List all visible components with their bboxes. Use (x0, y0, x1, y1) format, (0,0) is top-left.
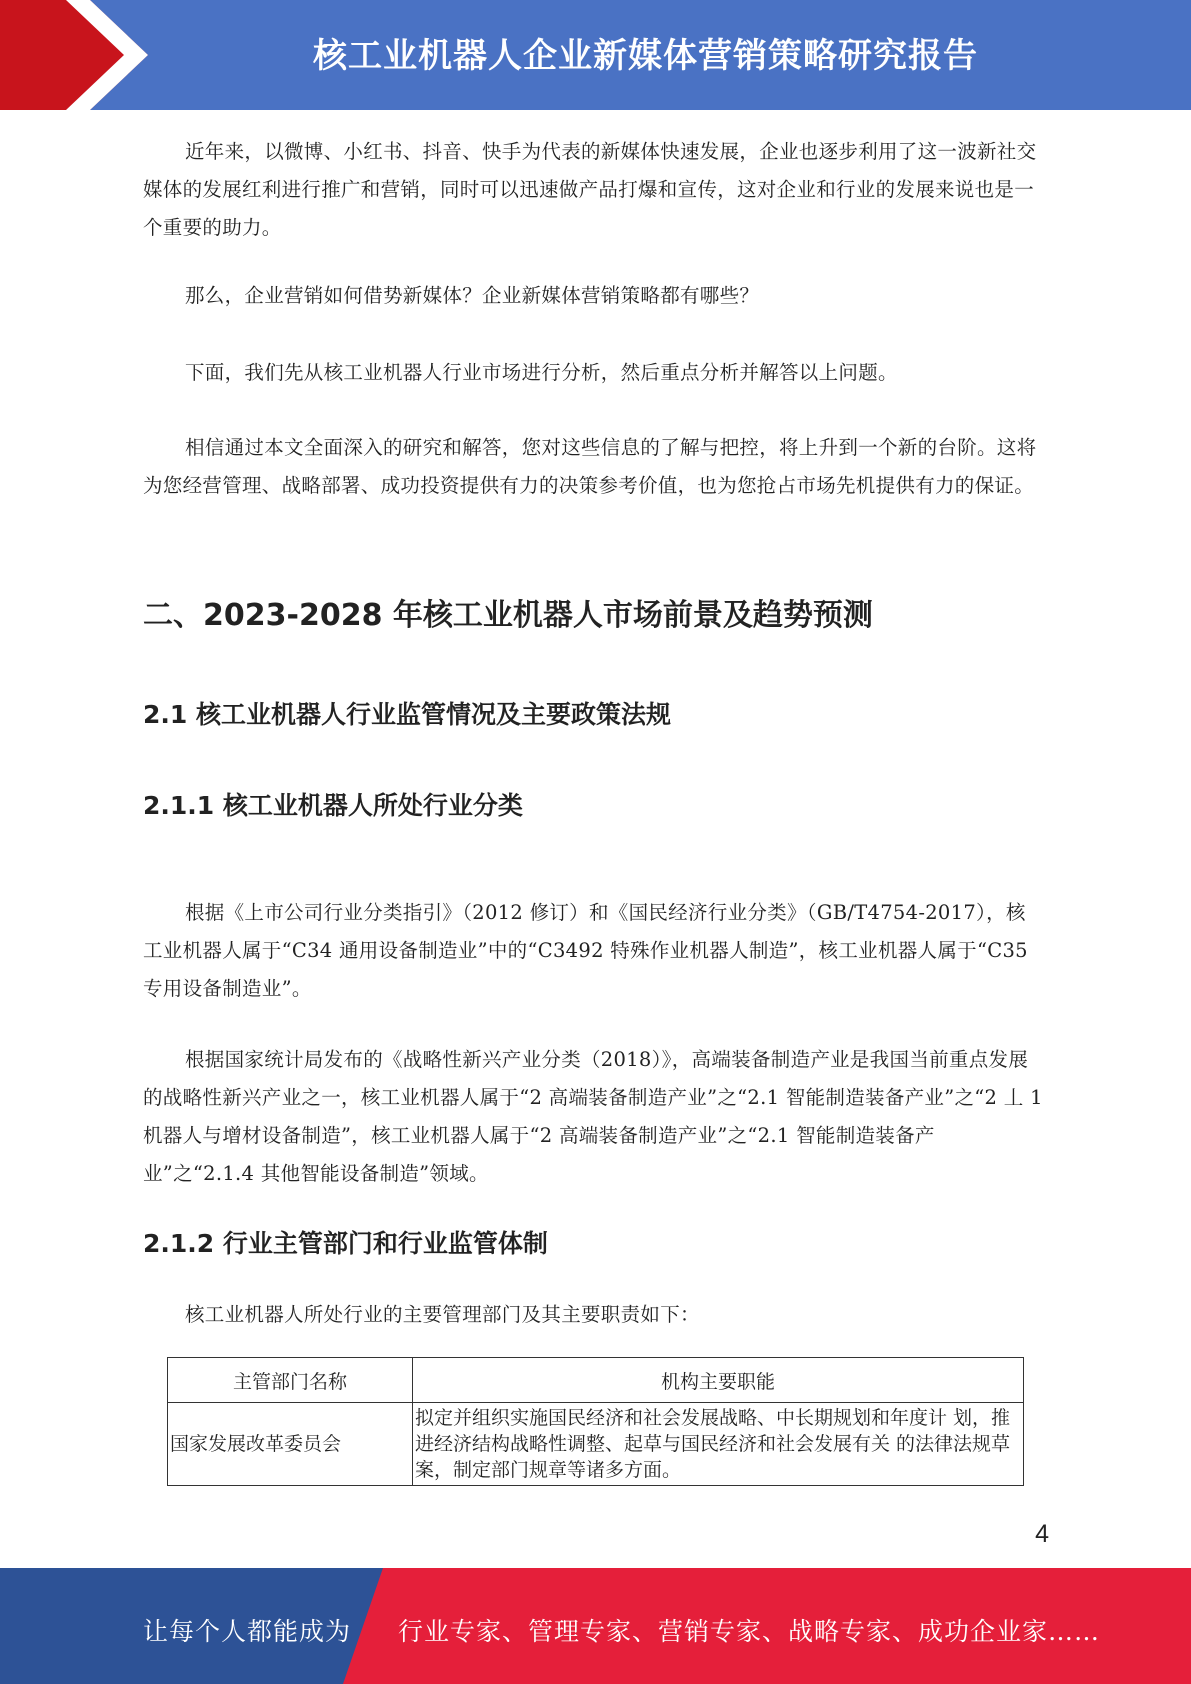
intro-paragraph-4: 相信通过本文全面深入的研究和解答，您对这些信息的了解与把控，将上升到一个新的台阶。这将为您经营管理、战略部署、成功投资提供有力的决策参考价值，也为您抢占市场先机提供有力的保证。 (143, 436, 1037, 497)
table-row (168, 1403, 1024, 1486)
intro-paragraph-2: 那么，企业营销如何借势新媒体？企业新媒体营销策略都有哪些？ (185, 284, 760, 307)
table-cell: 拟定并组织实施国民经济和社会发展战略、中长期规划和年度计 划，推进经济结构战略性调整、起草与国民经济和社会发展有关 的法律法规草案，制定部门规章等诸多方面。 (413, 1403, 1024, 1486)
subsubsection-heading-2-1-2: 2.1.2 行业主管部门和行业监管体制 (143, 1229, 548, 1258)
intro-paragraph-1: 近年来，以微博、小红书、抖音、快手为代表的新媒体快速发展，企业也逐步利用了这一波新社交媒体的发展红利进行推广和营销，同时可以迅速做产品打爆和宣传，这对企业和行业的发展来说也是一个重要的助力。 (143, 140, 1037, 239)
report-title: 核工业机器人企业新媒体营销策略研究报告 (313, 36, 978, 76)
table-header-cell: 机构主要职能 (413, 1358, 1024, 1403)
table-header-cell: 主管部门名称 (168, 1358, 413, 1403)
department-table (167, 1357, 1024, 1486)
footer-slogan-left: 让每个人都能成为 (143, 1617, 352, 1646)
table-intro-paragraph: 核工业机器人所处行业的主要管理部门及其主要职责如下： (185, 1303, 700, 1326)
page-number: 4 (1035, 1520, 1049, 1548)
page-header (0, 0, 1191, 110)
subsection-heading-2-1: 2.1 核工业机器人行业监管情况及主要政策法规 (143, 700, 671, 729)
section-heading: 二、2023-2028 年核工业机器人市场前景及趋势预测 (143, 598, 873, 633)
classification-paragraph-1: 根据《上市公司行业分类指引》（2012 修订）和《国民经济行业分类》（GB/T4754-2017），核工业机器人属于“C34 通用设备制造业”中的“C3492 特殊作业机器人制造”，核工业机器人属于“C35 专用设备制造业”。 (143, 901, 1028, 1000)
intro-paragraph-3: 下面，我们先从核工业机器人行业市场进行分析，然后重点分析并解答以上问题。 (185, 361, 898, 384)
subsubsection-heading-2-1-1: 2.1.1 核工业机器人所处行业分类 (143, 791, 523, 820)
table-header-row (168, 1358, 1024, 1403)
footer-slogan-right: 行业专家、管理专家、营销专家、战略专家、成功企业家…… (398, 1617, 1101, 1646)
table-cell: 国家发展改革委员会 (168, 1403, 413, 1486)
classification-paragraph-2: 根据国家统计局发布的《战略性新兴产业分类（2018）》，高端装备制造产业是我国当前重点发展的战略性新兴产业之一，核工业机器人属于“2 高端装备制造产业”之“2.1 智能制造装备产业”之“2 丄 1 机器人与增材设备制造”，核工业机器人属于“2 高端装备制造产业”之“2.1 智能制造装备产业”之“2.1.4 其他智能设备制造”领域。 (143, 1048, 1043, 1185)
page-footer (0, 1568, 1191, 1684)
